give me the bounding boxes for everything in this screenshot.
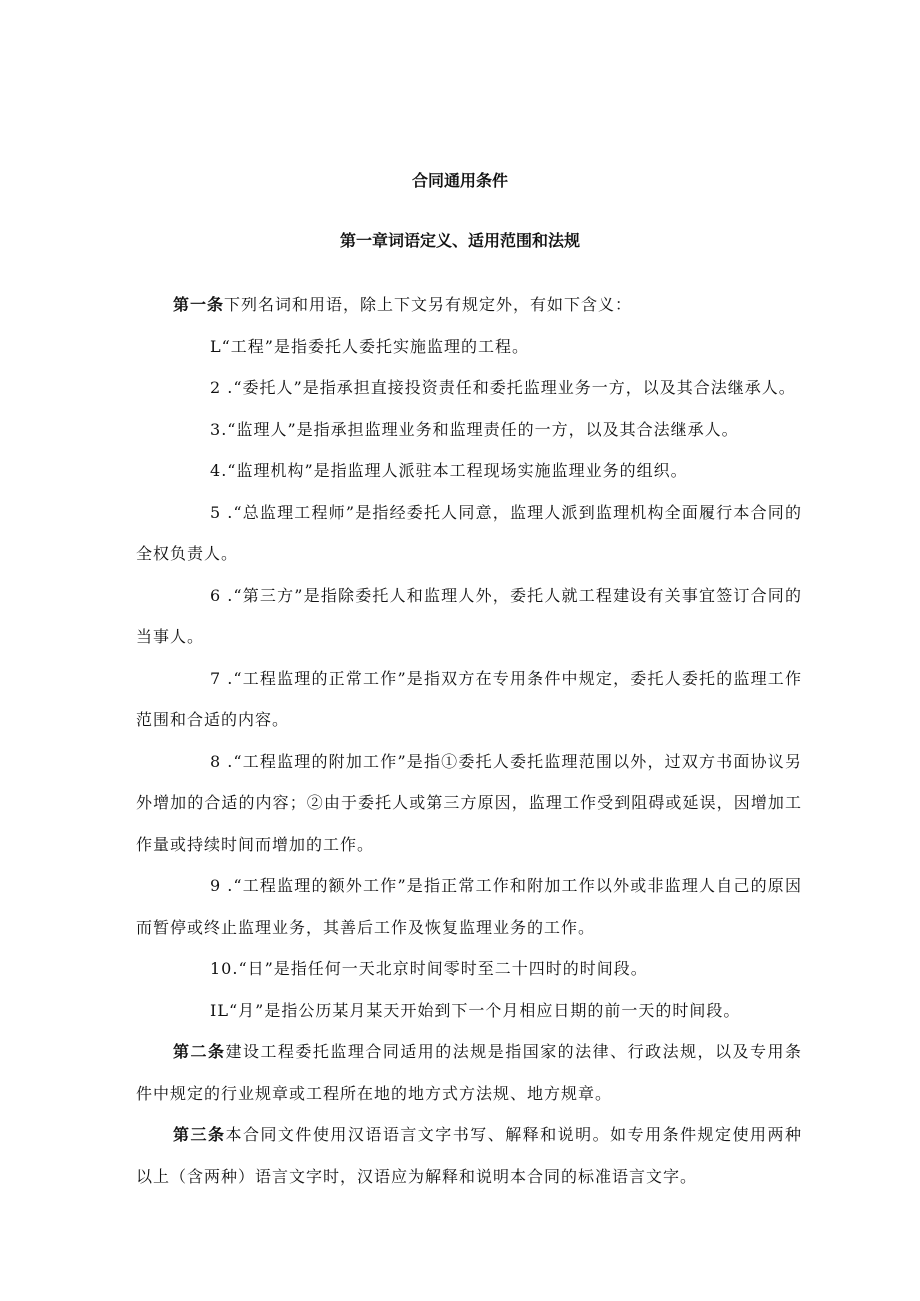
definition-number: L [210, 336, 222, 356]
article-1 [136, 284, 802, 326]
definition-item [136, 575, 802, 658]
definition-text: “工程监理的附加工作”是指①委托人委托监理范围以外，过双方书面协议另外增加的合适的内容；②由于委托人或第三方原因，监理工作受到阻碍或延误，因增加工作量或持续时间而增加的工作。 [136, 751, 802, 854]
definition-item [136, 948, 802, 990]
definition-item [136, 450, 802, 492]
definition-item [136, 990, 802, 1032]
definition-text: “第三方”是指除委托人和监理人外，委托人就工程建设有关事宜签订合同的当事人。 [136, 585, 802, 646]
definition-text: “工程监理的额外工作”是指正常工作和附加工作以外或非监理人自己的原因而暂停或终止监理业务，其善后工作及恢复监理业务的工作。 [136, 876, 802, 937]
definition-number: 6 . [210, 585, 234, 605]
definition-number: 7 . [210, 668, 234, 688]
article-2-text: 建设工程委托监理合同适用的法规是指国家的法律、行政法规，以及专用条件中规定的行业规章或工程所在地的地方式方法规、地方规章。 [136, 1042, 802, 1103]
definition-text: “月”是指公历某月某天开始到下一个月相应日期的前一天的时间段。 [228, 1000, 741, 1020]
definition-number: 2 . [210, 378, 234, 397]
definition-number: 9 . [210, 876, 234, 895]
definition-item [136, 326, 802, 368]
definition-item [136, 367, 802, 409]
definition-item [136, 409, 802, 451]
definition-text: “委托人”是指承担直接投资责任和委托监理业务一方，以及其合法继承人。 [233, 378, 796, 397]
definition-item [136, 865, 802, 948]
article-3-lead: 第三条 [173, 1125, 226, 1144]
definition-text: “总监理工程师”是指经委托人同意，监理人派到监理机构全面履行本合同的全权负责人。 [136, 502, 802, 563]
definition-text: .“日”是指任何一天北京时间零时至二十四时的时间段。 [232, 959, 648, 978]
article-1-lead: 第一条 [173, 295, 225, 314]
article-1-text: 下列名词和用语，除上下文另有规定外，有如下含义： [224, 295, 633, 314]
article-2-lead: 第二条 [173, 1042, 226, 1061]
definition-text: .“监理人”是指承担监理业务和监理责任的一方，以及其合法继承人。 [221, 419, 739, 439]
definition-text: “工程监理的正常工作”是指双方在专用条件中规定，委托人委托的监理工作范围和合适的内容。 [136, 668, 802, 729]
definition-number: IL [210, 1000, 229, 1020]
definition-number: 4 [210, 461, 222, 480]
document-body [136, 284, 802, 1197]
article-3 [136, 1114, 802, 1197]
definition-text: “工程”是指委托人委托实施监理的工程。 [221, 336, 529, 356]
definition-number: 5 . [210, 502, 234, 522]
definition-number: 3 [210, 419, 222, 439]
chapter-heading: 第一章词语定义、适用范围和法规 [339, 231, 580, 250]
article-2 [136, 1031, 802, 1114]
definition-item [136, 658, 802, 741]
definition-text: .“监理机构”是指监理人派驻本工程现场实施监理业务的组织。 [221, 461, 688, 480]
definition-number: 8 . [210, 751, 234, 771]
definition-item [136, 492, 802, 575]
definition-item [136, 741, 802, 866]
article-3-text: 本合同文件使用汉语语言文字书写、解释和说明。如专用条件规定使用两种以上（含两种）语言文字时，汉语应为解释和说明本合同的标准语言文字。 [136, 1125, 802, 1186]
definition-number: 10 [210, 959, 233, 978]
document-title: 合同通用条件 [411, 171, 508, 190]
